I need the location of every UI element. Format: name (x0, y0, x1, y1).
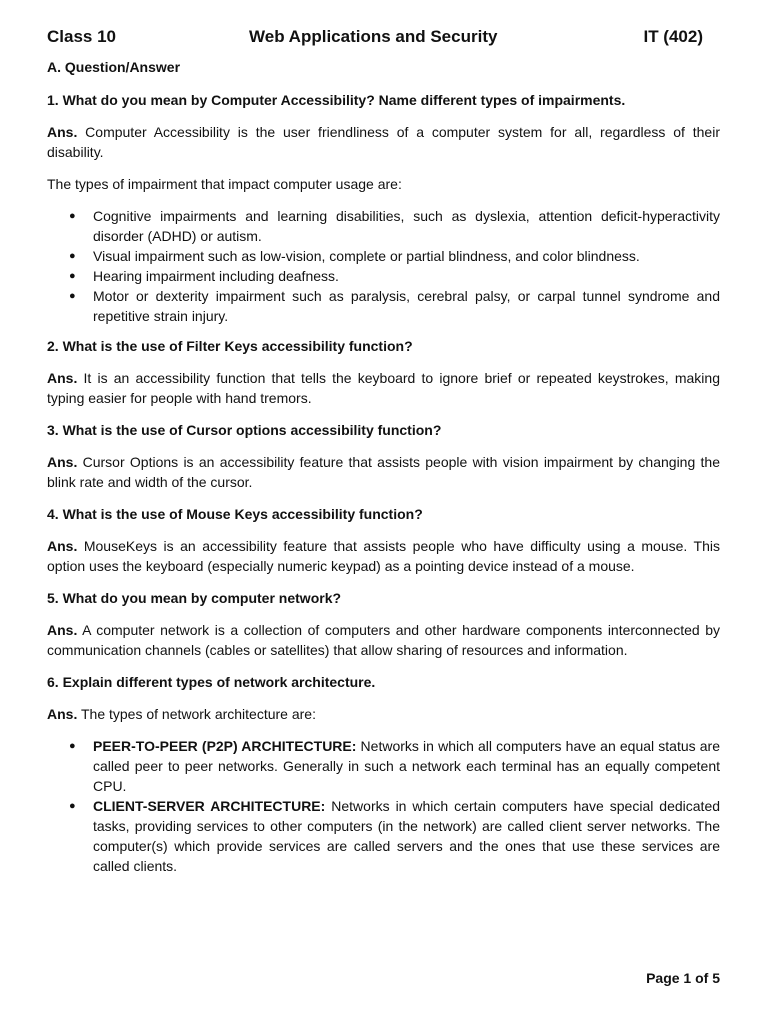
answer-1-text: Computer Accessibility is the user friendliness of a computer system for all, regardless of their disability. (47, 124, 720, 160)
answer-6-text: The types of network architecture are: (77, 706, 316, 722)
impairment-list (47, 206, 720, 326)
impairment-intro: The types of impairment that impact computer usage are: (47, 176, 402, 192)
answer-1 (47, 122, 720, 162)
answer-6 (47, 704, 720, 724)
answer-2 (47, 368, 720, 408)
answer-3 (47, 452, 720, 492)
document-body (47, 57, 720, 886)
subject-title: Web Applications and Security (249, 27, 498, 46)
page-number: Page 1 of 5 (646, 970, 720, 986)
answer-5-text: A computer network is a collection of computers and other hardware components interconnected by communication channels (cables or satellites) that allow sharing of resources and information. (47, 622, 720, 658)
section-title: A. Question/Answer (47, 59, 181, 75)
class-label: Class 10 (47, 27, 116, 46)
answer-2-text: It is an accessibility function that tells the keyboard to ignore brief or repeated keystrokes, making typing easier for people with hand tremors. (47, 370, 720, 406)
question-5: 5. What do you mean by computer network? (47, 590, 342, 606)
ans-label: Ans. (47, 622, 78, 638)
answer-4 (47, 536, 720, 576)
architecture-term: CLIENT-SERVER ARCHITECTURE: (93, 798, 326, 814)
ans-label: Ans. (47, 124, 78, 140)
architecture-list (47, 736, 720, 876)
answer-3-text: Cursor Options is an accessibility feature that assists people with vision impairment by changing the blink rate and width of the cursor. (47, 454, 720, 490)
list-item: ● Cognitive impairments and learning disabilities, such as dyslexia, attention deficit-hyperactivity disorder (ADHD) or autism. (93, 206, 720, 246)
architecture-desc: Networks in which all computers have an equal status are called peer to peer networks. Generally in such a network each terminal has an equally competent CPU. (93, 738, 720, 794)
question-4: 4. What is the use of Mouse Keys accessibility function? (47, 506, 423, 522)
ans-label: Ans. (47, 706, 78, 722)
architecture-desc: Networks in which certain computers have special dedicated tasks, providing services to other computers (in the network) are called client server networks. The computer(s) which provide services are called servers and the ones that use these services are called clients. (93, 798, 721, 874)
list-item (93, 736, 720, 796)
ans-label: Ans. (47, 370, 78, 386)
list-item (93, 796, 720, 876)
answer-5 (47, 620, 720, 660)
list-item: ● Visual impairment such as low-vision, complete or partial blindness, and color blindness. (93, 246, 720, 266)
question-2: 2. What is the use of Filter Keys accessibility function? (47, 338, 413, 354)
question-6: 6. Explain different types of network architecture. (47, 674, 376, 690)
page-header (47, 27, 720, 49)
ans-label: Ans. (47, 454, 78, 470)
list-item: ● Hearing impairment including deafness. (93, 266, 720, 286)
question-3: 3. What is the use of Cursor options accessibility function? (47, 422, 442, 438)
ans-label: Ans. (47, 538, 78, 554)
answer-4-text: MouseKeys is an accessibility feature that assists people who have difficulty using a mouse. This option uses the keyboard (especially numeric keypad) as a pointing device instead of a mouse. (47, 538, 720, 574)
architecture-term: PEER-TO-PEER (P2P) ARCHITECTURE: (93, 738, 357, 754)
list-item: ● Motor or dexterity impairment such as paralysis, cerebral palsy, or carpal tunnel syndrome and repetitive strain injury. (93, 286, 720, 326)
question-1: 1. What do you mean by Computer Accessibility? Name different types of impairments. (47, 92, 626, 108)
subject-code: IT (402) (643, 27, 703, 46)
